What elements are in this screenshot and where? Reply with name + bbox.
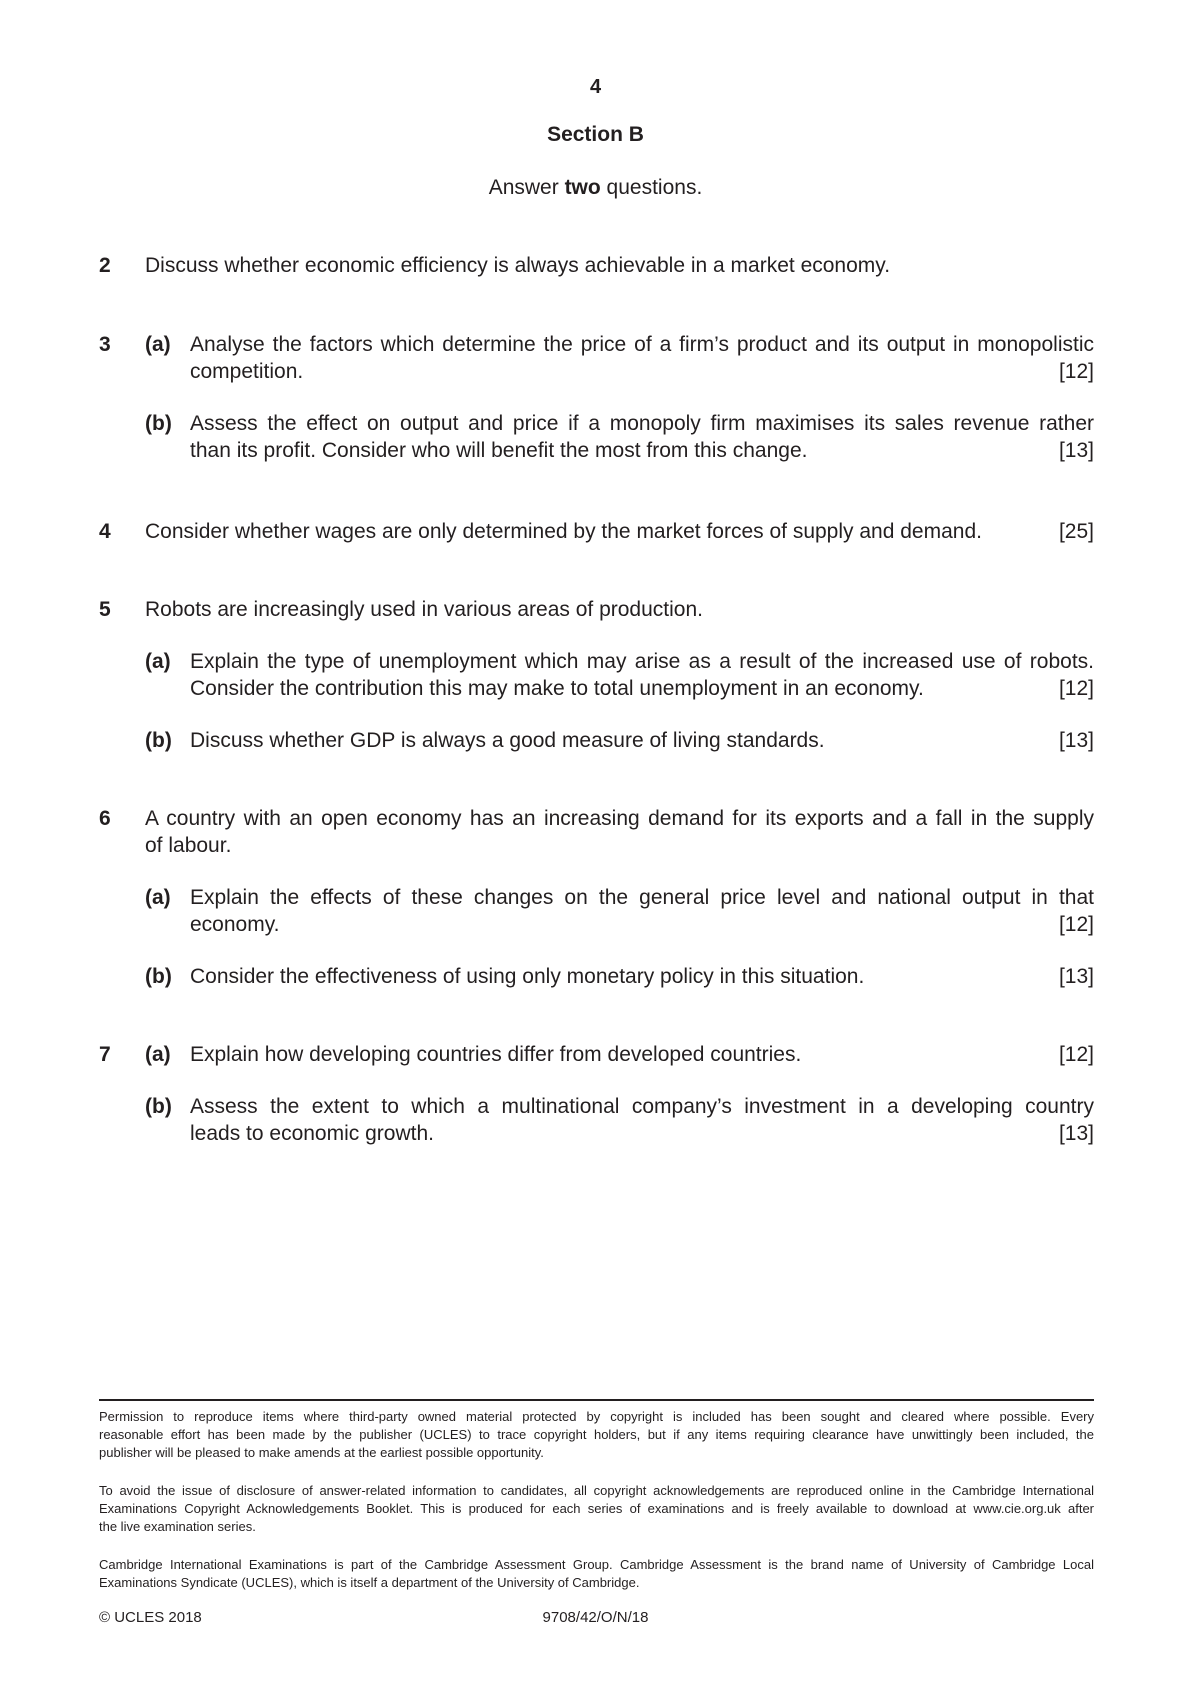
instruction-suffix: questions. bbox=[600, 176, 703, 199]
footer-organisation-note bbox=[99, 1556, 1094, 1592]
question-number: 6 bbox=[99, 807, 111, 830]
question-line: of labour. bbox=[145, 834, 232, 857]
part-label: (a) bbox=[145, 886, 171, 909]
footer-line: Examinations Syndicate (UCLES), which is itself a department of the University of Cambridge. bbox=[99, 1575, 640, 1590]
marks-label: [13] bbox=[1058, 965, 1094, 988]
question-number: 3 bbox=[99, 333, 111, 356]
paper-code: 9708/42/O/N/18 bbox=[542, 1609, 649, 1626]
marks-label: [25] bbox=[1058, 520, 1094, 543]
marks-label: [13] bbox=[1058, 1122, 1094, 1145]
question-3a bbox=[145, 331, 1094, 385]
part-row bbox=[190, 727, 1094, 754]
part-line: economy. bbox=[190, 913, 280, 936]
part-text bbox=[190, 410, 1094, 464]
question-5a bbox=[145, 648, 1094, 702]
part-text bbox=[190, 963, 1094, 990]
copyright-notice: © UCLES 2018 bbox=[99, 1609, 202, 1626]
footer-line: Permission to reproduce items where third-party owned material protected by copyright is included has been sought and cleared where possible. Every bbox=[99, 1409, 1094, 1424]
part-text bbox=[190, 884, 1094, 938]
part-text bbox=[190, 1093, 1094, 1147]
part-line: Explain the effects of these changes on the general price level and national output in that bbox=[190, 886, 1094, 909]
question-7a bbox=[145, 1041, 1094, 1068]
question-7 bbox=[99, 1041, 1094, 1149]
question-row bbox=[145, 518, 1094, 545]
question-line: Robots are increasingly used in various areas of production. bbox=[145, 598, 703, 621]
footer-disclosure-note bbox=[99, 1482, 1094, 1536]
marks-label: [13] bbox=[1058, 439, 1094, 462]
question-number: 2 bbox=[99, 254, 111, 277]
question-line: Discuss whether economic efficiency is always achievable in a market economy. bbox=[145, 254, 891, 277]
instruction-prefix: Answer bbox=[488, 176, 565, 199]
question-line: A country with an open economy has an increasing demand for its exports and a fall in the supply bbox=[145, 807, 1094, 830]
part-label: (b) bbox=[145, 965, 172, 988]
part-last-row bbox=[190, 1120, 1094, 1147]
marks-label: [12] bbox=[1058, 677, 1094, 700]
question-number: 5 bbox=[99, 598, 111, 621]
part-last-row bbox=[190, 358, 1094, 385]
footer-line: To avoid the issue of disclosure of answer-related information to candidates, all copyright acknowledgements are reproduced online in the Cambridge International bbox=[99, 1483, 1094, 1498]
part-last-row bbox=[190, 911, 1094, 938]
part-label: (b) bbox=[145, 412, 172, 435]
part-label: (b) bbox=[145, 1095, 172, 1118]
footer-line: publisher will be pleased to make amends at the earliest possible opportunity. bbox=[99, 1445, 544, 1460]
footer-divider bbox=[99, 1399, 1094, 1401]
question-text bbox=[145, 518, 1094, 545]
part-line: leads to economic growth. bbox=[190, 1122, 434, 1145]
question-text bbox=[145, 252, 1094, 279]
section-title: Section B bbox=[547, 123, 644, 146]
part-label: (a) bbox=[145, 650, 171, 673]
part-text bbox=[190, 331, 1094, 385]
question-2 bbox=[99, 252, 1094, 279]
part-text bbox=[190, 1041, 1094, 1068]
part-line: Explain the type of unemployment which may arise as a result of the increased use of robots. bbox=[190, 650, 1094, 673]
part-row bbox=[190, 963, 1094, 990]
part-line: Consider the contribution this may make to total unemployment in an economy. bbox=[190, 677, 924, 700]
part-text bbox=[190, 648, 1094, 702]
part-last-row bbox=[190, 675, 1094, 702]
question-3 bbox=[99, 331, 1094, 461]
marks-label: [12] bbox=[1058, 1043, 1094, 1066]
part-line: Analyse the factors which determine the price of a firm’s product and its output in monopolistic bbox=[190, 333, 1094, 356]
question-text bbox=[145, 805, 1094, 859]
part-line: competition. bbox=[190, 360, 304, 383]
question-5 bbox=[99, 596, 1094, 756]
part-line: than its profit. Consider who will benefit the most from this change. bbox=[190, 439, 808, 462]
question-6 bbox=[99, 805, 1094, 990]
part-text bbox=[190, 727, 1094, 754]
question-line: Consider whether wages are only determined by the market forces of supply and demand. bbox=[145, 520, 982, 543]
question-6b bbox=[145, 963, 1094, 990]
footer-line: reasonable effort has been made by the publisher (UCLES) to trace copyright holders, but if any items requiring clearance have unwittingly been included, the bbox=[99, 1427, 1094, 1442]
page-number: 4 bbox=[589, 76, 602, 98]
part-line: Discuss whether GDP is always a good measure of living standards. bbox=[190, 729, 825, 752]
question-6a bbox=[145, 884, 1094, 938]
marks-label: [13] bbox=[1058, 729, 1094, 752]
instruction-emphasis: two bbox=[564, 176, 601, 199]
part-label: (a) bbox=[145, 1043, 171, 1066]
question-3b bbox=[145, 410, 1094, 464]
part-last-row bbox=[190, 437, 1094, 464]
marks-label: [12] bbox=[1058, 913, 1094, 936]
part-row bbox=[190, 1041, 1094, 1068]
part-line: Explain how developing countries differ from developed countries. bbox=[190, 1043, 802, 1066]
marks-label: [12] bbox=[1058, 360, 1094, 383]
question-4 bbox=[99, 518, 1094, 545]
instruction bbox=[0, 176, 1191, 200]
question-number: 4 bbox=[99, 520, 111, 543]
question-5b bbox=[145, 727, 1094, 754]
part-label: (a) bbox=[145, 333, 171, 356]
footer-line: Cambridge International Examinations is part of the Cambridge Assessment Group. Cambridge Assessment is the brand name of University of Cambridge Local bbox=[99, 1557, 1094, 1572]
part-line: Consider the effectiveness of using only monetary policy in this situation. bbox=[190, 965, 865, 988]
part-line: Assess the effect on output and price if a monopoly firm maximises its sales revenue rather bbox=[190, 412, 1094, 435]
footer-line: the live examination series. bbox=[99, 1519, 256, 1534]
question-text bbox=[145, 596, 1094, 623]
question-7b bbox=[145, 1093, 1094, 1147]
question-number: 7 bbox=[99, 1043, 111, 1066]
footer-line: Examinations Copyright Acknowledgements Booklet. This is produced for each series of examinations and is freely available to download at www.cie.org.uk after bbox=[99, 1501, 1094, 1516]
footer-permission-note bbox=[99, 1408, 1094, 1462]
part-line: Assess the extent to which a multinational company’s investment in a developing country bbox=[190, 1095, 1094, 1118]
part-label: (b) bbox=[145, 729, 172, 752]
